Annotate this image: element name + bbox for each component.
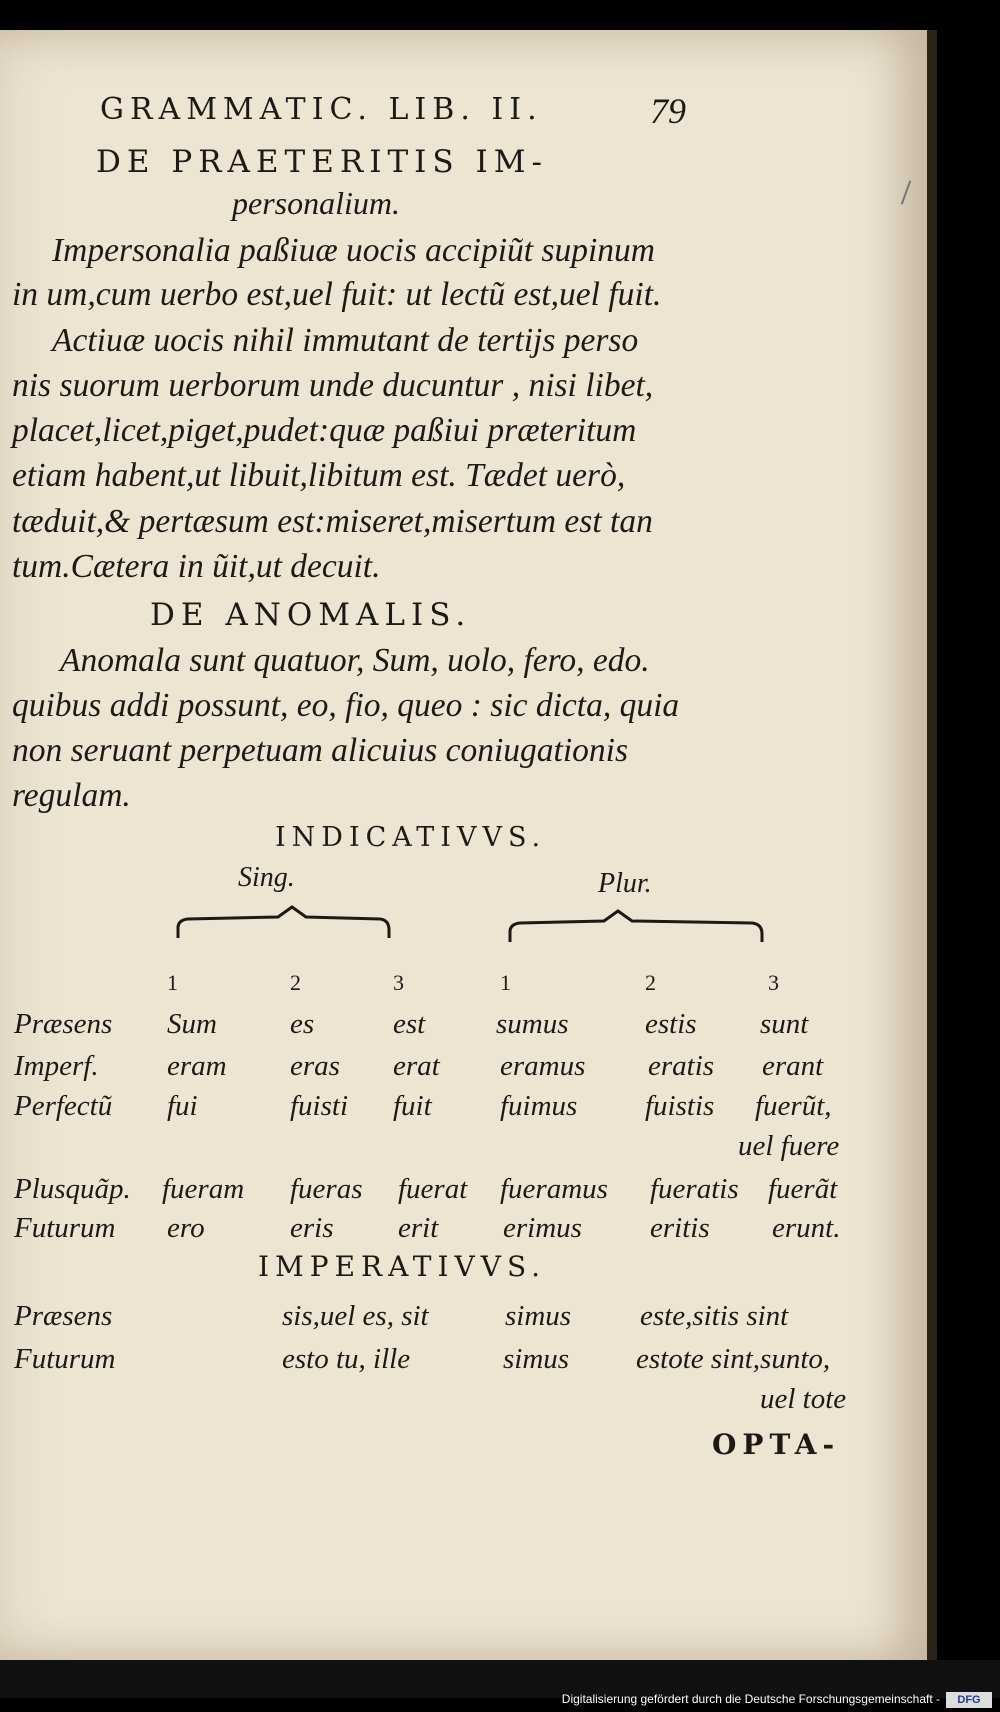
verb-form: fui — [167, 1090, 198, 1122]
tense-label: Futurum — [14, 1343, 116, 1375]
section-heading: DE PRAETERITIS IM- — [96, 144, 548, 180]
running-title: GRAMMATIC. LIB. II. — [100, 92, 543, 127]
text-line: Impersonalia paßiuæ uocis accipiũt supinum — [52, 232, 655, 269]
verb-form: esto tu, ille — [282, 1343, 411, 1375]
tense-label: Præsens — [14, 1300, 113, 1332]
verb-form: Sum — [167, 1008, 217, 1040]
catchword: OPTA- — [712, 1428, 841, 1461]
verb-form: fueram — [162, 1173, 245, 1205]
page-edge — [927, 30, 937, 1660]
verb-form: eramus — [500, 1050, 586, 1082]
text-line: placet,licet,piget,pudet:quæ paßiui præteritum — [12, 412, 637, 449]
plural-label: Plur. — [598, 868, 652, 899]
tense-label: Imperf. — [14, 1050, 99, 1082]
section-heading: DE ANOMALIS. — [150, 597, 472, 633]
tense-label: Præsens — [14, 1008, 113, 1040]
verb-form-alternate: uel tote — [760, 1383, 847, 1415]
text-line: Anomala sunt quatuor, Sum, uolo, fero, edo. — [60, 642, 650, 679]
verb-form: erimus — [503, 1212, 582, 1244]
book-page — [0, 30, 927, 1660]
table-heading: INDICATIVVS. — [275, 822, 547, 853]
verb-form: erat — [393, 1050, 440, 1082]
singular-brace — [178, 907, 389, 938]
verb-form: sunt — [760, 1008, 809, 1040]
digitization-credit: Digitalisierung gefördert durch die Deutsche Forschungsgemeinschaft - — [561, 1692, 940, 1706]
tense-label: Futurum — [14, 1212, 116, 1244]
person-number: 3 — [768, 970, 779, 995]
verb-form: fuistis — [645, 1090, 715, 1122]
verb-form: erant — [762, 1050, 824, 1082]
person-number: 1 — [167, 970, 178, 995]
verb-form-alternate: uel fuere — [738, 1130, 840, 1162]
verb-form: eritis — [650, 1212, 710, 1244]
verb-form: simus — [503, 1343, 570, 1375]
verb-form: fuerũt, — [755, 1090, 832, 1122]
verb-form: fuerãt — [768, 1173, 838, 1205]
text-line: in um,cum uerbo est,uel fuit: ut lectũ est,uel fuit. — [12, 276, 662, 313]
text-line: non seruant perpetuam alicuius coniugationis — [12, 732, 628, 769]
text-line: etiam habent,ut libuit,libitum est. Tædet uerò, — [12, 457, 626, 494]
verb-form: fuerat — [398, 1173, 468, 1205]
verb-form: eras — [290, 1050, 340, 1082]
verb-form: ero — [167, 1212, 205, 1244]
verb-form: eratis — [648, 1050, 715, 1082]
dfg-logo: DFG — [946, 1692, 992, 1708]
verb-form: este,sitis sint — [640, 1300, 789, 1332]
verb-form: fuit — [393, 1090, 432, 1122]
page-number: 79 — [650, 91, 686, 131]
tense-label: Perfectũ — [14, 1090, 113, 1122]
verb-form: fuisti — [290, 1090, 349, 1122]
verb-form: est — [393, 1008, 426, 1040]
verb-form: sis,uel es, sit — [282, 1300, 429, 1332]
verb-form: eram — [167, 1050, 227, 1082]
person-number: 2 — [645, 970, 656, 995]
table-heading: IMPERATIVVS. — [258, 1250, 547, 1283]
verb-form: simus — [505, 1300, 572, 1332]
person-number: 2 — [290, 970, 301, 995]
plural-brace — [510, 911, 762, 942]
verb-form: estis — [645, 1008, 697, 1040]
text-line: tæduit,& pertæsum est:miseret,misertum est tan — [12, 503, 653, 540]
singular-label: Sing. — [238, 862, 295, 893]
verb-form: fueratis — [650, 1173, 739, 1205]
verb-form: es — [290, 1008, 315, 1040]
person-number: 1 — [500, 970, 511, 995]
verb-form: eris — [290, 1212, 334, 1244]
verb-form: sumus — [496, 1008, 569, 1040]
verb-form: estote sint,sunto, — [636, 1343, 831, 1375]
verb-form: erit — [398, 1212, 439, 1244]
verb-form: erunt. — [772, 1212, 841, 1244]
text-line: Actiuæ uocis nihil immutant de tertijs perso — [52, 322, 639, 359]
text-line: nis suorum uerborum unde ducuntur , nisi libet, — [12, 367, 654, 404]
text-line: regulam. — [12, 777, 131, 814]
person-number: 3 — [393, 970, 404, 995]
verb-form: fueramus — [500, 1173, 608, 1205]
tense-label: Plusquãp. — [14, 1173, 131, 1205]
verb-form: fuimus — [500, 1090, 578, 1122]
verb-form: fueras — [290, 1173, 363, 1205]
text-line: tum.Cætera in ũit,ut decuit. — [12, 548, 381, 585]
text-line: quibus addi possunt, eo, fio, queo : sic dicta, quia — [12, 687, 680, 724]
section-heading-continued: personalium. — [232, 185, 400, 221]
